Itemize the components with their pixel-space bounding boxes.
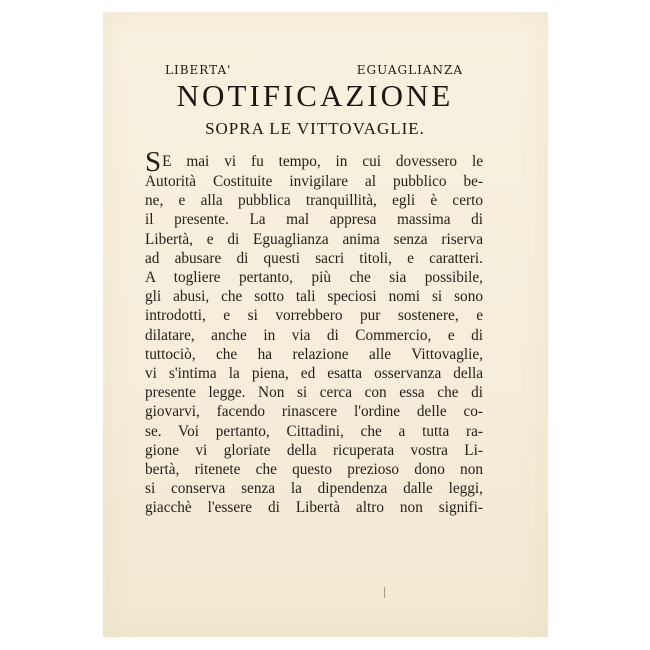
drop-cap: S <box>145 146 162 178</box>
motto-header <box>165 63 463 77</box>
body-text <box>145 146 483 518</box>
body-line: se. Voi pertanto, Cittadini, che a tutta ra- <box>145 422 483 440</box>
body-line: bertà, ritenete che questo prezioso dono non <box>145 461 483 479</box>
body-line: giacchè l'essere di Libertà altro non signifi- <box>145 499 483 517</box>
body-line-1 <box>145 146 483 178</box>
body-line: ad abusare di questi sacri titoli, e caratteri. <box>145 249 483 267</box>
body-line: introdotti, e si vorrebbero pur sostenere, e <box>145 307 483 325</box>
body-line: Libertà, e di Eguaglianza anima senza riserva <box>145 230 483 248</box>
body-line: dilatare, anche in via di Commercio, e di <box>145 326 483 344</box>
first-line-text: E mai vi fu tempo, in cui dovessero le <box>162 153 483 170</box>
body-line: si conserva senza la dipendenza dalle leggi, <box>145 480 483 498</box>
paper-mark <box>384 587 385 598</box>
body-line: giovarvi, facendo rinascere l'ordine delle co- <box>145 403 483 421</box>
motto-eguaglianza: EGUAGLIANZA <box>356 63 463 77</box>
body-line: il presente. La mal appresa massima di <box>145 211 483 229</box>
body-line: vi s'intima la piena, ed esatta osservanza della <box>145 365 483 383</box>
motto-liberta: LIBERTA' <box>165 63 232 77</box>
document-title: NOTIFICAZIONE <box>176 78 454 113</box>
body-line: Autorità Costituite invigilare al pubblico be- <box>145 173 483 190</box>
body-line: gione vi gloriate della ricuperata vostra Li- <box>145 441 483 459</box>
body-line: presente legge. Non si cerca con essa che di <box>145 384 483 402</box>
document-subtitle: SOPRA LE VITTOVAGLIE. <box>205 119 425 138</box>
body-line: gli abusi, che sotto tali speciosi nomi si sono <box>145 288 483 306</box>
body-line: A togliere pertanto, più che sia possibile, <box>145 269 483 287</box>
document-page <box>103 12 548 637</box>
body-line: tuttociò, che ha relazione alle Vittovaglie, <box>145 345 483 363</box>
body-line: ne, e alla pubblica tranquillità, egli è certo <box>145 192 483 210</box>
